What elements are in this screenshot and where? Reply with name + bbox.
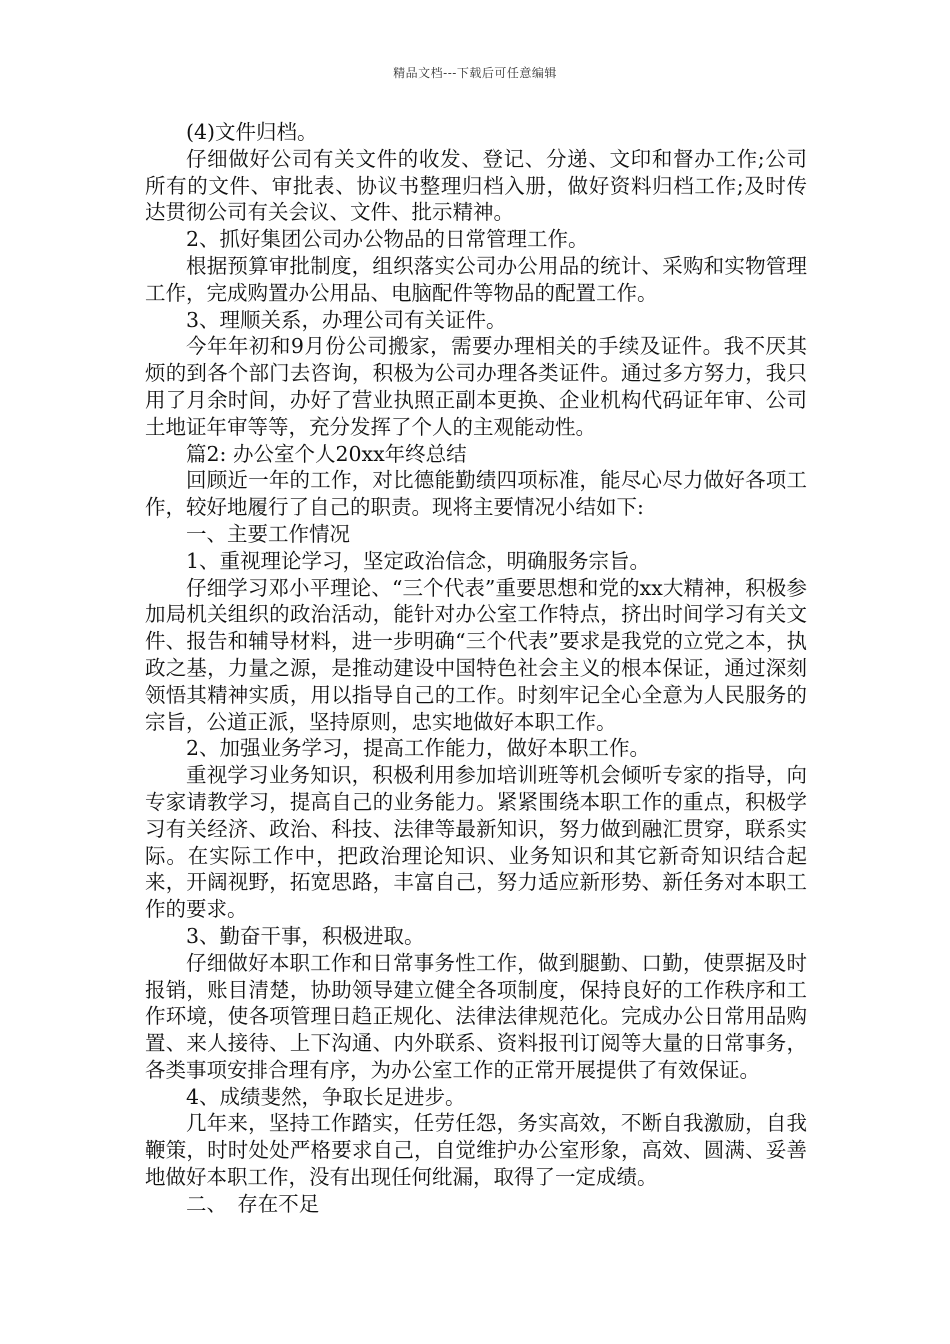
paragraph: 仔细学习邓小平理论、“三个代表”重要思想和党的xx大精神，积极参加局机关组织的政治活动，能针对办公室工作特点，挤出时间学习有关文件、报告和辅导材料，进一步明确“三个代表”要求是我党的立党之本，执政之基，力量之源，是推动建设中国特色社会主义的根本保证，通过深刻领悟其精神实质，用以指导自己的工作。时刻牢记全心全意为人民服务的宗旨，公道正派，坚持原则，忠实地做好本职工作。	[145, 575, 807, 734]
section-title: 篇2: 办公室个人20xx年终总结	[186, 441, 467, 466]
paragraph: 几年来，坚持工作踏实，任劳任怨，务实高效，不断自我激励，自我鞭策，时时处处严格要求自己，自觉维护办公室形象，高效、圆满、妥善地做好本职工作，没有出现任何纰漏，取得了一定成绩。	[145, 1111, 807, 1190]
paragraph: 回顾近一年的工作，对比德能勤绩四项标准，能尽心尽力做好各项工作，较好地履行了自己的职责。现将主要情况小结如下:	[145, 468, 807, 520]
paragraph: 4、成绩斐然，争取长足进步。	[186, 1084, 466, 1109]
document-body	[145, 119, 807, 1218]
paragraph: 3、勤奋干事，积极进取。	[186, 923, 425, 948]
paragraph: 3、理顺关系，办理公司有关证件。	[186, 307, 507, 332]
paragraph: 仔细做好本职工作和日常事务性工作，做到腿勤、口勤，使票据及时报销，账目清楚，协助领导建立健全各项制度，保持良好的工作秩序和工作环境，使各项管理日趋正规化、法律法律规范化。完成办公日常用品购置、来人接待、上下沟通、内外联系、资料报刊订阅等大量的日常事务，各类事项安排合理有序，为办公室工作的正常开展提供了有效保证。	[145, 950, 807, 1082]
section-heading: 二、 存在不足	[186, 1191, 320, 1216]
page-header: 精品文档---下载后可任意编辑	[393, 66, 557, 80]
paragraph: 仔细做好公司有关文件的收发、登记、分递、文印和督办工作;公司所有的文件、审批表、协议书整理归档入册，做好资料归档工作;及时传达贯彻公司有关会议、文件、批示精神。	[145, 146, 807, 225]
paragraph: (4)文件归档。	[186, 120, 318, 144]
paragraph: 2、抓好集团公司办公物品的日常管理工作。	[186, 227, 589, 252]
paragraph: 2、加强业务学习，提高工作能力，做好本职工作。	[186, 736, 651, 761]
section-heading: 一、主要工作情况	[186, 521, 350, 546]
paragraph: 1、重视理论学习，坚定政治信念，明确服务宗旨。	[186, 548, 651, 573]
paragraph: 今年年初和9月份公司搬家，需要办理相关的手续及证件。我不厌其烦的到各个部门去咨询，积极为公司办理各类证件。通过多方努力，我只用了月余时间，办好了营业执照正副本更换、企业机构代码证年审、公司土地证年审等等，充分发挥了个人的主观能动性。	[145, 334, 807, 439]
paragraph: 重视学习业务知识，积极利用参加培训班等机会倾听专家的指导，向专家请教学习，提高自己的业务能力。紧紧围绕本职工作的重点，积极学习有关经济、政治、科技、法律等最新知识，努力做到融汇贯穿，联系实际。在实际工作中，把政治理论知识、业务知识和其它新奇知识结合起来，开阔视野，拓宽思路，丰富自己，努力适应新形势、新任务对本职工作的要求。	[145, 763, 807, 922]
paragraph: 根据预算审批制度，组织落实公司办公用品的统计、采购和实物管理工作，完成购置办公用品、电脑配件等物品的配置工作。	[145, 253, 807, 305]
